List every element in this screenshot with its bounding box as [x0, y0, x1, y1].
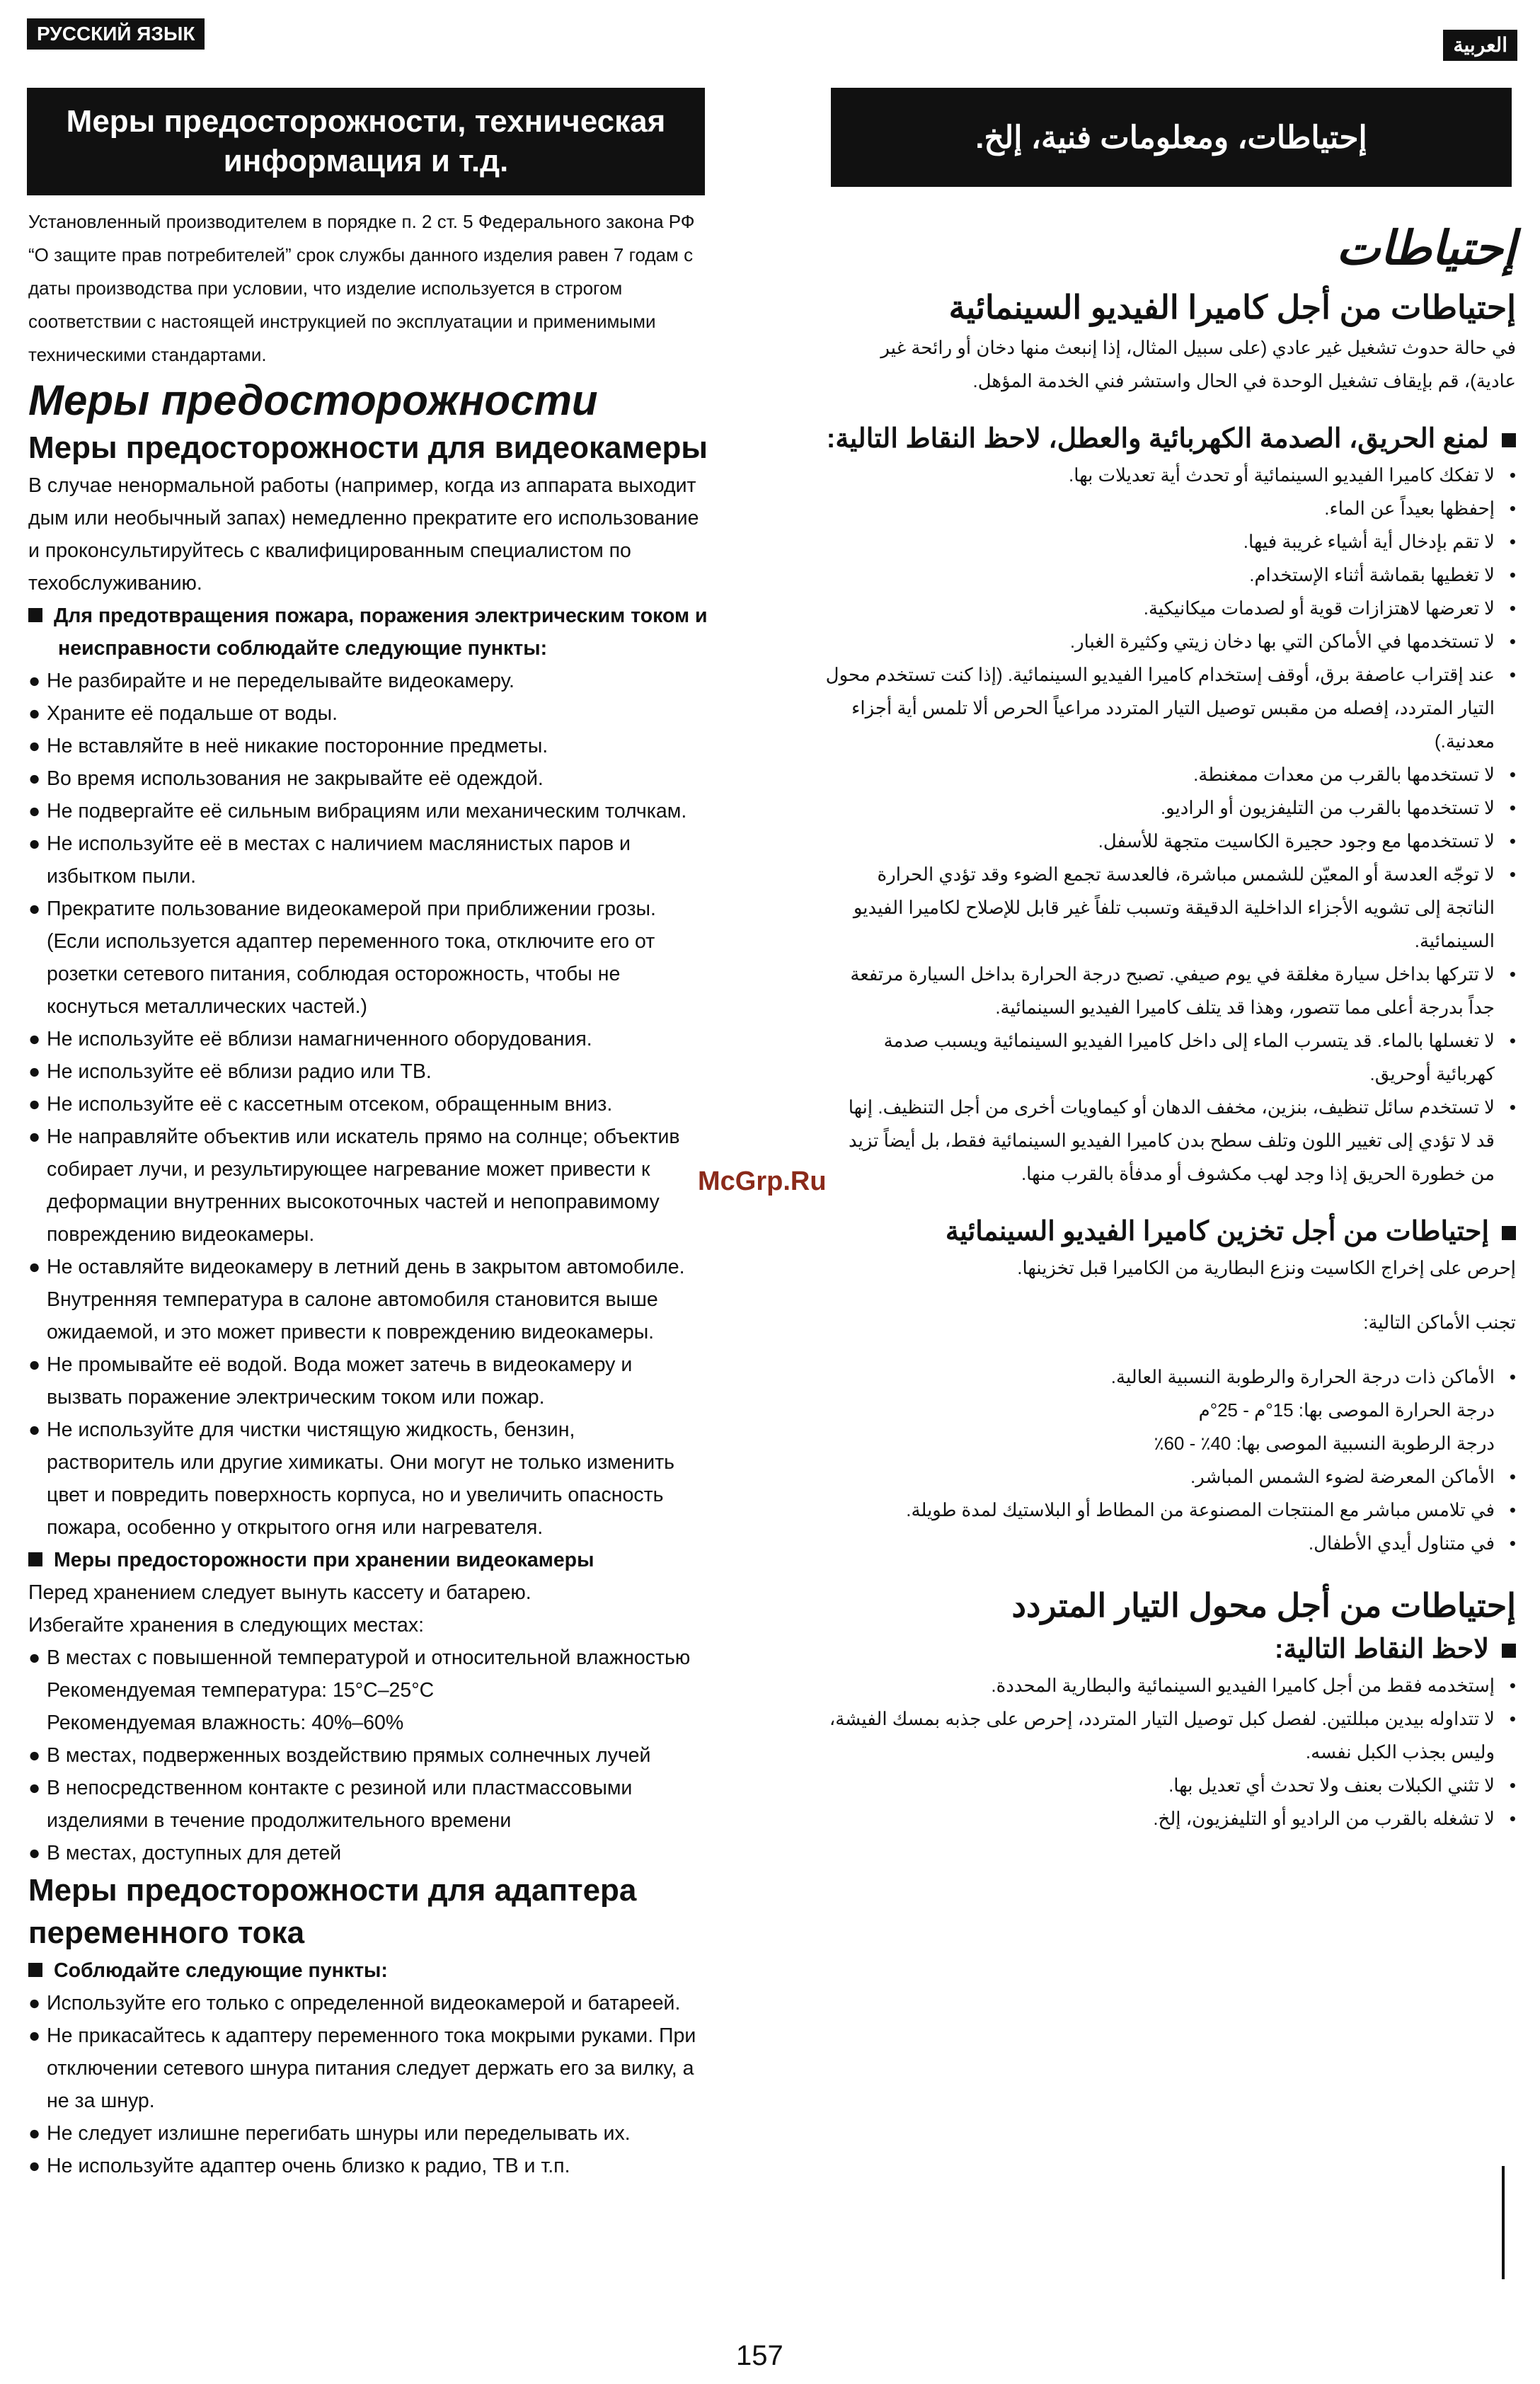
list-item: ● В местах, подверженных воздействию прямых солнечных лучей: [28, 1739, 708, 1772]
list-item: ● В местах, доступных для детей: [28, 1837, 708, 1869]
camera-precautions-heading: Меры предосторожности для видеокамеры: [28, 430, 708, 465]
bullet-icon: ●: [28, 800, 41, 823]
bullet-icon: ●: [28, 702, 41, 725]
square-bullet-icon: [28, 608, 42, 622]
bullet-icon: •: [1509, 597, 1516, 619]
list-item: • لا تستخدم سائل تنظيف، بنزين، مخفف الدهان أو كيماويات أخرى من أجل التنظيف. إنها قد لا تؤدي إلى تغيير اللون وتلف سطح بدن كاميرا الفيديو السينمائية فقط، بل أيضاً تزيد من خطورة الحريق إذا وجد لهب مكشوف أو مدفأة بالقرب منها.: [825, 1091, 1516, 1191]
bullet-icon: •: [1509, 864, 1516, 885]
list-item: • لا تفكك كاميرا الفيديو السينمائية أو تحدث أية تعديلات بها.: [825, 459, 1516, 492]
list-item: • لا تستخدمها في الأماكن التي بها دخان زيتي وكثيرة الغبار.: [825, 625, 1516, 658]
camera-fire-subheading-ar: لمنع الحريق، الصدمة الكهربائية والعطل، لاحظ النقاط التالية:: [825, 419, 1516, 459]
bullet-icon: •: [1509, 1499, 1516, 1520]
list-item: • لا توجّه العدسة أو المعيّن للشمس مباشرة، فالعدسة تجمع الضوء وقد تؤدي الحرارة الناتجة إلى تشويه الأجزاء الداخلية الدقيقة وتسبب تلفاً غير قابل للإصلاح لكاميرا الفيديو السينمائية.: [825, 858, 1516, 958]
recommended-temperature: Рекомендуемая температура: 15°C–25°C: [47, 1679, 435, 1702]
ac-adapter-heading: Меры предосторожности для адаптера переменного тока: [28, 1873, 637, 1950]
bullet-icon: ●: [28, 1125, 41, 1148]
bullet-icon: ●: [28, 1777, 41, 1799]
bullet-icon: •: [1509, 664, 1516, 685]
list-item: ● Не используйте её в местах с наличием маслянистых паров и избытком пыли.: [28, 827, 708, 893]
bullet-icon: •: [1509, 1096, 1516, 1118]
list-item: ● Не используйте её вблизи радио или ТВ.: [28, 1055, 708, 1088]
list-item: ● Во время использования не закрывайте её одеждой.: [28, 762, 708, 795]
ac-adapter-subheading: Соблюдайте следующие пункты:: [28, 1954, 708, 1987]
bullet-icon: ●: [28, 1353, 41, 1376]
list-item: • لا تتركها بداخل سيارة مغلقة في يوم صيفي. تصبح درجة الحرارة بداخل السيارة مرتفعة جداً بدرجة أعلى مما تتصور، وهذا قد يتلف كاميرا الفيديو السينمائية.: [825, 958, 1516, 1024]
list-item: • لا تستخدمها بالقرب من التليفزيون أو الراديو.: [825, 791, 1516, 825]
precautions-title: Меры предосторожности: [28, 377, 598, 424]
bullet-icon: •: [1509, 498, 1516, 519]
list-item: ● В местах с повышенной температурой и относительной влажностью: [28, 1641, 708, 1674]
recommended-humidity: Рекомендуемая влажность: 40%–60%: [47, 1712, 404, 1734]
camera-precaution-list: [28, 665, 708, 1544]
bullet-icon: •: [1509, 1532, 1516, 1554]
bullet-icon: ●: [28, 1256, 41, 1278]
bullet-icon: •: [1509, 1775, 1516, 1796]
list-item: • عند إقتراب عاصفة برق، أوقف إستخدام كاميرا الفيديو السينمائية. (إذا كنت تستخدم محول التيار المتردد، إفصله من مقبس توصيل التيار المتردد مراعياً الحرص ألا تلمس أية أجزاء معدنية.): [825, 658, 1516, 758]
list-item: ● Не используйте её вблизи намагниченного оборудования.: [28, 1023, 708, 1055]
list-item: • إستخدمه فقط من أجل كاميرا الفيديو السينمائية والبطارية المحددة.: [825, 1669, 1516, 1702]
list-item: ● Храните её подальше от воды.: [28, 697, 708, 730]
precautions-title-ar: إحتياطات: [1336, 222, 1516, 274]
storage-list-ar: [825, 1360, 1516, 1560]
bullet-icon: •: [1509, 1675, 1516, 1696]
storage-subheading: Меры предосторожности при хранении видеокамеры: [28, 1544, 708, 1576]
storage-paragraph-2: Избегайте хранения в следующих местах:: [28, 1614, 425, 1637]
list-item: ● Не вставляйте в неё никакие посторонние предметы.: [28, 730, 708, 762]
bullet-icon: ●: [28, 1419, 41, 1441]
ac-adapter-heading-ar: إحتياطات من أجل محول التيار المتردد: [1011, 1587, 1516, 1624]
bullet-icon: •: [1509, 963, 1516, 985]
list-item: • لا تغسلها بالماء. قد يتسرب الماء إلى داخل كاميرا الفيديو السينمائية ويسبب صدمة كهربائية أوحريق.: [825, 1024, 1516, 1091]
arabic-header-text: إحتياطات، ومعلومات فنية، إلخ.: [975, 120, 1367, 155]
list-item: • لا تشغله بالقرب من الراديو أو التليفزيون، إلخ.: [825, 1802, 1516, 1835]
storage-paragraph-1: Перед хранением следует вынуть кассету и батарею.: [28, 1581, 531, 1604]
list-item: • لا تثني الكبلات بعنف ولا تحدث أي تعديل بها.: [825, 1769, 1516, 1802]
bullet-icon: ●: [28, 670, 41, 692]
camera-precaution-list-ar: [825, 459, 1516, 1191]
camera-precautions-paragraph: В случае ненормальной работы (например, когда из аппарата выходит дым или необычный запах) немедленно прекратите его использование и проконсультируйтесь с квалифицированным специалистом по техобслуживанию.: [28, 474, 699, 595]
bullet-icon: ●: [28, 832, 41, 855]
russian-section-header: [27, 88, 705, 195]
ac-adapter-subheading-ar: لاحظ النقاط التالية:: [825, 1629, 1516, 1669]
bullet-icon: •: [1509, 797, 1516, 818]
arabic-column: [825, 212, 1516, 1835]
bullet-icon: ●: [28, 1093, 41, 1116]
warranty-intro: Установленный производителем в порядке п. 2 ст. 5 Федерального закона РФ “О защите прав потребителей” срок службы данного изделия равен 7 годам с даты производства при условии, что изделие используется в строгом соответствии с настоящей инструкцией по эксплуатации и применимыми техническими стандартами.: [28, 211, 695, 365]
margin-bar: [1502, 2166, 1505, 2279]
bullet-icon: •: [1509, 1030, 1516, 1051]
bullet-icon: ●: [28, 1646, 41, 1669]
bullet-icon: •: [1509, 1708, 1516, 1729]
bullet-icon: ●: [28, 767, 41, 790]
list-item: • في متناول أيدي الأطفال.: [825, 1527, 1516, 1560]
bullet-icon: ●: [28, 2122, 41, 2145]
bullet-icon: ●: [28, 735, 41, 757]
list-item: ● Используйте его только с определенной видеокамерой и батареей.: [28, 1987, 708, 2019]
bullet-icon: •: [1509, 1808, 1516, 1829]
bullet-icon: •: [1509, 830, 1516, 852]
list-item: ● Не направляйте объектив или искатель прямо на солнце; объектив собирает лучи, и результирующее нагревание может привести к деформации внутренних высокоточных частей и непоправимому повреждению видеокамеры.: [28, 1121, 708, 1251]
language-tab-arabic: العربية: [1443, 30, 1517, 61]
ac-adapter-list-ar: [825, 1669, 1516, 1835]
list-item: • إحفظها بعيداً عن الماء.: [825, 492, 1516, 525]
russian-header-text: Меры предосторожности, техническая информация и т.д.: [66, 104, 666, 178]
list-item: ● Не следует излишне перегибать шнуры или переделывать их.: [28, 2117, 708, 2150]
bullet-icon: •: [1509, 1466, 1516, 1487]
recommended-temperature-ar: درجة الحرارة الموصى بها: 15°م - 25°م: [1198, 1399, 1495, 1421]
language-tab-russian: РУССКИЙ ЯЗЫК: [27, 18, 205, 50]
list-item: • لا تتداوله بيدين مبللتين. لفصل كبل توصيل التيار المتردد، إحرص على جذبه بمسك الفيشة، وليس بجذب الكبل نفسه.: [825, 1702, 1516, 1769]
arabic-section-header: [831, 88, 1512, 187]
watermark: McGrp.Ru: [698, 1167, 827, 1196]
storage-list: [28, 1641, 708, 1869]
bullet-icon: ●: [28, 1744, 41, 1767]
square-bullet-icon: [28, 1963, 42, 1977]
list-item: ● Не используйте её с кассетным отсеком, обращенным вниз.: [28, 1088, 708, 1121]
list-item: ● Не разбирайте и не переделывайте видеокамеру.: [28, 665, 708, 697]
square-bullet-icon: [1502, 1644, 1516, 1658]
list-item: ● Не прикасайтесь к адаптеру переменного тока мокрыми руками. При отключении сетевого шнура питания следует держать его за вилку, а не за шнур.: [28, 2019, 708, 2117]
storage-subheading-ar: إحتياطات من أجل تخزين كاميرا الفيديو السينمائية: [825, 1212, 1516, 1251]
square-bullet-icon: [1502, 433, 1516, 447]
bullet-icon: ●: [28, 1842, 41, 1864]
recommended-humidity-ar: درجة الرطوبة النسبية الموصى بها: 40٪ - 60٪: [1154, 1433, 1495, 1454]
bullet-icon: •: [1509, 464, 1516, 486]
storage-paragraph-1-ar: إحرص على إخراج الكاسيت ونزع البطارية من الكاميرا قبل تخزينها.: [1017, 1257, 1516, 1278]
list-item: • الأماكن ذات درجة الحرارة والرطوبة النسبية العالية.: [825, 1360, 1516, 1394]
list-item: • لا تستخدمها مع وجود حجيرة الكاسيت متجهة للأسفل.: [825, 825, 1516, 858]
camera-fire-subheading: Для предотвращения пожара, поражения электрическим током и неисправности соблюдайте следующие пункты:: [28, 600, 708, 665]
page-number: 157: [736, 2340, 783, 2371]
bullet-icon: •: [1509, 631, 1516, 652]
camera-precautions-heading-ar: إحتياطات من أجل كاميرا الفيديو السينمائية: [948, 289, 1516, 326]
bullet-icon: ●: [28, 1992, 41, 2015]
list-item: • الأماكن المعرضة لضوء الشمس المباشر.: [825, 1460, 1516, 1494]
list-item: ● Не промывайте её водой. Вода может затечь в видеокамеру и вызвать поражение электрическим током или пожар.: [28, 1348, 708, 1414]
russian-column: [28, 205, 708, 2182]
list-item: ● Не используйте адаптер очень близко к радио, ТВ и т.п.: [28, 2150, 708, 2182]
bullet-icon: ●: [28, 2155, 41, 2177]
list-item: • لا تقم بإدخال أية أشياء غريبة فيها.: [825, 525, 1516, 558]
camera-precautions-paragraph-ar: في حالة حدوث تشغيل غير عادي (على سبيل المثال، إذا إنبعث منها دخان أو رائحة غير عادية)، قم بإيقاف تشغيل الوحدة في الحال واستشر فني الخدمة المؤهل.: [880, 337, 1516, 391]
bullet-icon: •: [1509, 531, 1516, 552]
bullet-icon: •: [1509, 564, 1516, 585]
square-bullet-icon: [1502, 1226, 1516, 1240]
bullet-icon: ●: [28, 1060, 41, 1083]
square-bullet-icon: [28, 1552, 42, 1566]
list-item: ● Прекратите пользование видеокамерой при приближении грозы. (Если используется адаптер переменного тока, отключите его от розетки сетевого питания, соблюдая осторожность, чтобы не коснуться металлических частей.): [28, 893, 708, 1023]
bullet-icon: ●: [28, 2024, 41, 2047]
list-item: • لا تغطيها بقماشة أثناء الإستخدام.: [825, 558, 1516, 592]
list-item: ● Не используйте для чистки чистящую жидкость, бензин, растворитель или другие химикаты. Они могут не только изменить цвет и повредить поверхность корпуса, но и увеличить опасность пожара, особенно у открытого огня или нагревателя.: [28, 1414, 708, 1544]
bullet-icon: ●: [28, 898, 41, 920]
storage-paragraph-2-ar: تجنب الأماكن التالية:: [1363, 1312, 1516, 1333]
list-item: ● В непосредственном контакте с резиной или пластмассовыми изделиями в течение продолжительного времени: [28, 1772, 708, 1837]
list-item: • لا تعرضها لاهتزازات قوية أو لصدمات ميكانيكية.: [825, 592, 1516, 625]
list-item: ● Не подвергайте её сильным вибрациям или механическим толчкам.: [28, 795, 708, 827]
list-item: ● Не оставляйте видеокамеру в летний день в закрытом автомобиле. Внутренняя температура в салоне автомобиля становится выше ожидаемой, и это может привести к повреждению видеокамеры.: [28, 1251, 708, 1348]
bullet-icon: ●: [28, 1028, 41, 1050]
list-item: • في تلامس مباشر مع المنتجات المصنوعة من المطاط أو البلاستيك لمدة طويلة.: [825, 1494, 1516, 1527]
bullet-icon: •: [1509, 1366, 1516, 1387]
bullet-icon: •: [1509, 764, 1516, 785]
list-item: • لا تستخدمها بالقرب من معدات ممغنطة.: [825, 758, 1516, 791]
ac-adapter-list: [28, 1987, 708, 2182]
